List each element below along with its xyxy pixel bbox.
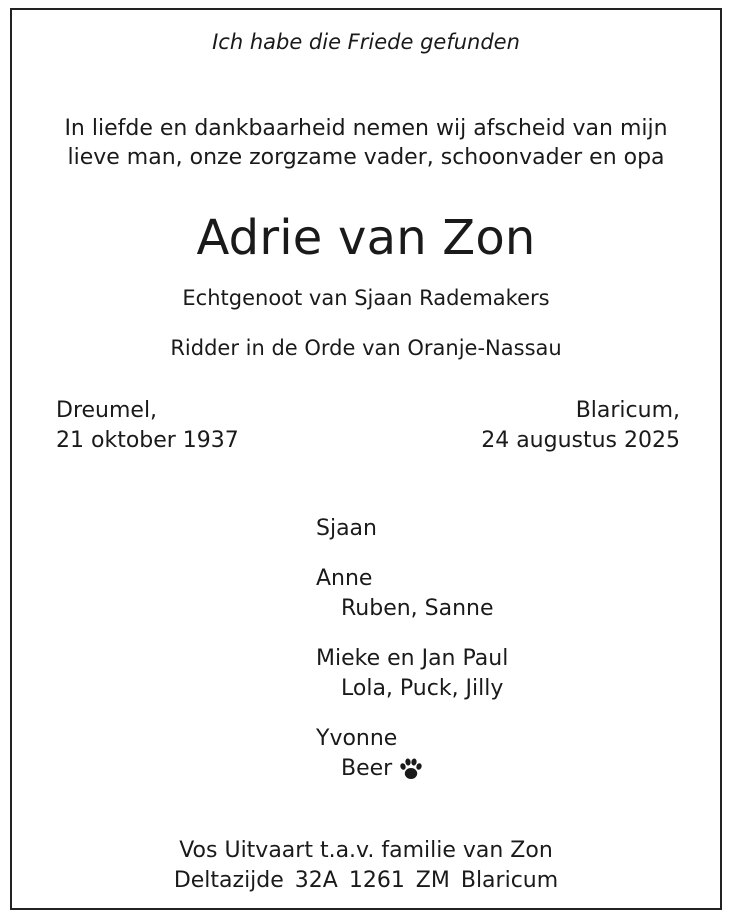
paw-print-icon	[398, 757, 424, 781]
family-member: Anne	[316, 566, 373, 591]
family-children	[316, 594, 508, 624]
birth-place: Dreumel,	[56, 398, 158, 423]
family-group	[316, 724, 508, 784]
footer-address: Deltazijde 32A 1261 ZM Blaricum	[173, 868, 559, 893]
family-member: Sjaan	[316, 516, 377, 541]
intro-line-1: In liefde en dankbaarheid nemen wij afscheid van mijn	[64, 116, 668, 141]
family-list	[316, 514, 508, 784]
birth-info	[56, 396, 239, 456]
family-children	[316, 754, 508, 784]
notice-frame	[10, 8, 722, 910]
motto: Ich habe die Friede gefunden	[212, 30, 520, 54]
deceased-name: Adrie van Zon	[196, 210, 536, 266]
family-member: Mieke en Jan Paul	[316, 646, 509, 671]
intro-text	[12, 114, 720, 172]
death-info	[481, 396, 680, 456]
footer-line-1: Vos Uitvaart t.a.v. familie van Zon	[179, 838, 553, 863]
family-member: Yvonne	[316, 726, 398, 751]
family-children-names: Beer	[341, 756, 393, 781]
death-date: 24 augustus 2025	[481, 428, 680, 453]
family-group	[316, 564, 508, 624]
honor-line: Ridder in de Orde van Oranje-Nassau	[170, 336, 562, 360]
funeral-home-contact	[12, 836, 720, 896]
intro-line-2: lieve man, onze zorgzame vader, schoonvader en opa	[67, 145, 665, 170]
birth-date: 21 oktober 1937	[56, 428, 239, 453]
family-children	[316, 674, 508, 704]
family-group	[316, 514, 508, 544]
family-children-names: Lola, Puck, Jilly	[341, 676, 504, 701]
death-place: Blaricum,	[575, 398, 680, 423]
family-group	[316, 644, 508, 704]
spouse-line: Echtgenoot van Sjaan Rademakers	[182, 286, 550, 310]
family-children-names: Ruben, Sanne	[341, 596, 494, 621]
